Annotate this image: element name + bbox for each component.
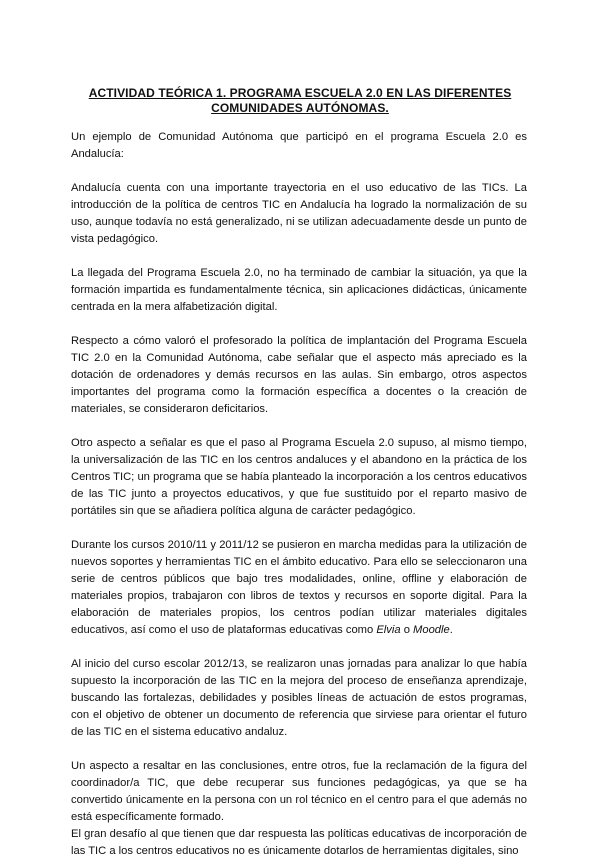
paragraph-escuela-arrival: La llegada del Programa Escuela 2.0, no ha terminado de cambiar la situación, ya que la formación impartida es fundamentalmente técnica, sin aplicaciones didácticas, únicamente centrada en la mera alfabetización digital. <box>71 267 527 313</box>
paragraph-andalucia-trajectory: Andalucía cuenta con una importante trayectoria en el uso educativo de las TICs. La introducción de la política de centros TIC en Andalucía ha logrado la normalización de su uso, aunque todavía no está generalizado, ni se utilizan adecuadamente desde un punto de vista pedagógico. <box>71 182 527 245</box>
paragraph-courses-text: Durante los cursos 2010/11 y 2011/12 se pusieron en marcha medidas para la utilización de nuevos soportes y herramientas TIC en el ámbito educativo. Para ello se seleccionaron una serie de centros públicos que bajo tres modalidades, online, offline y elaboración de materiales propios, trabajaron con libros de textos y recursos en soporte digital. Para la elaboración de materiales propios, los centros podían utilizar materiales digitales educativos, así como el uso de plataformas educativas como <box>71 539 527 636</box>
platform-end: . <box>449 624 453 636</box>
platform-elvia: Elvia <box>376 624 401 636</box>
paragraph-universalization: Otro aspecto a señalar es que el paso al Programa Escuela 2.0 supuso, al mismo tiempo, la universalización de las TIC en los centros andaluces y el abandono en la práctica de los Centros TIC; un programa que se había planteado la incorporación a los centros educativos de las TIC junto a proyectos educativos, y que fue sustituido por el reparto masivo de portátiles sin que se añadiera política alguna de carácter pedagógico. <box>71 437 527 517</box>
title-line-2: COMUNIDADES AUTÓNOMAS. <box>211 100 389 115</box>
paragraph-courses-2010-2012 <box>71 537 527 639</box>
paragraph-teacher-assessment: Respecto a cómo valoró el profesorado la política de implantación del Programa Escuela TIC 2.0 en la Comunidad Autónoma, cabe señalar que el aspecto más apreciado es la dotación de ordenadores y demás recursos en las aulas. Sin embargo, otros aspectos importantes del programa como la formación específica a docentes o la creación de materiales, se consideraron deficitarios. <box>71 335 527 415</box>
platform-moodle: Moodle <box>413 624 450 636</box>
paragraph-challenge: El gran desafío al que tienen que dar respuesta las políticas educativas de incorporación de las TIC a los centros educativos no es únicamente dotarlos de herramientas digitales, sino <box>71 828 527 857</box>
document-title <box>80 86 520 115</box>
paragraph-course-2012-13: Al inicio del curso escolar 2012/13, se realizaron unas jornadas para analizar lo que había supuesto la incorporación de las TIC en la mejora del proceso de enseñanza aprendizaje, buscando las fortalezas, debilidades y posibles líneas de actuación de estos programas, con el objetivo de obtener un documento de referencia que sirviese para orientar el futuro de las TIC en el sistema educativo andaluz. <box>71 658 527 738</box>
document-body <box>71 129 527 860</box>
paragraph-intro: Un ejemplo de Comunidad Autónoma que participó en el programa Escuela 2.0 es Andalucía: <box>71 131 527 160</box>
title-line-1: ACTIVIDAD TEÓRICA 1. PROGRAMA ESCUELA 2.0 EN LAS DIFERENTES <box>88 86 512 100</box>
paragraph-conclusions: Un aspecto a resaltar en las conclusiones, entre otros, fue la reclamación de la figura del coordinador/a TIC, que debe recuperar sus funciones pedagógicas, ya que se ha convertido únicamente en la persona con un rol técnico en el centro para el que además no está específicamente formado. <box>71 760 527 823</box>
platform-joiner: o <box>400 624 414 636</box>
